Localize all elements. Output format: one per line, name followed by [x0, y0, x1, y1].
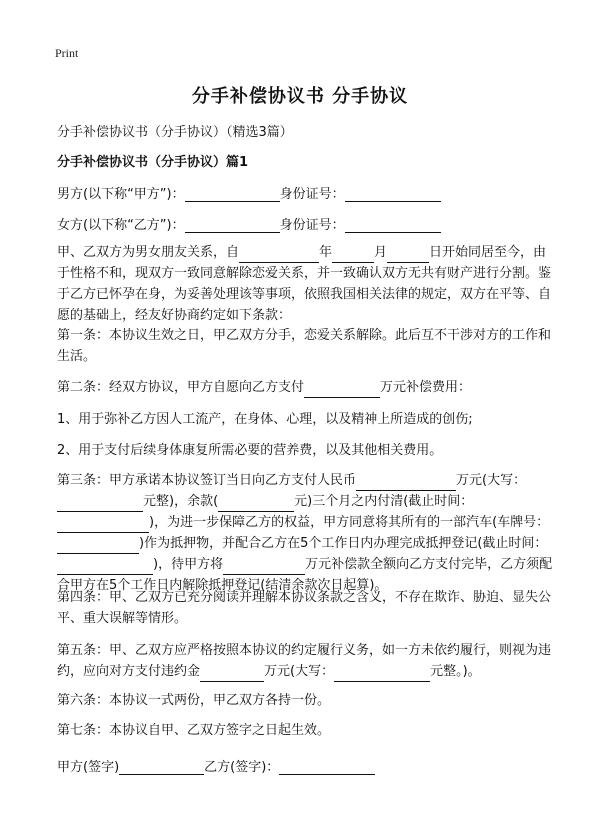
plate-number-blank: [57, 539, 139, 554]
deadline-blank-1: [57, 518, 149, 533]
clause-6: 第六条：本协议一式两份，甲乙双方各持一份。: [57, 693, 331, 708]
clause-2-text-1: 第二条：经双方协议，甲方自愿向乙方支付: [57, 380, 305, 395]
party-b-id-blank: [345, 218, 441, 233]
clause-2-text-2: 万元补偿费用：: [380, 380, 472, 395]
party-b-id-label: 身份证号：: [279, 218, 345, 233]
intro-text-3: 月: [374, 245, 388, 260]
clause-3-text-1: 第三条：甲方承诺本协议签订当日向乙方支付人民币: [57, 473, 357, 488]
signature-line: [57, 756, 375, 775]
party-b-line: [57, 214, 441, 233]
clause-3-text-5: )，为进一步保障乙方的权益，甲方同意将其所有的一部汽车(车牌号：: [149, 515, 550, 530]
party-a-name-blank: [185, 187, 280, 202]
party-a-id-blank: [345, 187, 441, 202]
party-a-label: 男方(以下称“甲方”)：: [57, 187, 185, 202]
clause-5-text-3: 元整。)。: [430, 664, 481, 679]
document-subtitle: 分手补偿协议书（分手协议）（精选3篇）: [57, 125, 293, 140]
start-year-blank: [239, 248, 319, 263]
section-heading: 分手补偿协议书（分手协议）篇1: [57, 155, 249, 170]
party-b-name-blank: [185, 218, 280, 233]
clause-3-text-2: 万元(大写：: [456, 473, 527, 488]
start-month-blank: [332, 248, 374, 263]
balance-amount-blank: [218, 497, 294, 512]
intro-text-1: 甲、乙双方为男女朋友关系，自: [57, 245, 240, 260]
clause-5-text-1: 第五条：甲、乙双方应严格按照本协议的约定履行义务，如一方未依约履行，则视为违约，应向对方支付违约金: [57, 643, 552, 679]
compensation-amount-blank: [304, 383, 380, 398]
clause-3-text-3: 元整)，余款(: [143, 494, 219, 509]
intro-text-2: 年: [319, 245, 333, 260]
clause-3-text-8: 万元补偿款全额向乙方支付完毕，乙方须配合甲方在5个工作日内解除抵押登记(结清余款次日起算)。: [57, 557, 553, 593]
penalty-uppercase-blank: [334, 667, 430, 682]
party-a-line: [57, 183, 441, 202]
clause-2: [57, 377, 553, 398]
clause-5: [57, 640, 553, 682]
clause-4: 第四条：甲、乙双方已充分阅读并理解本协议条款之含义，不存在欺诈、胁迫、显失公平、重大误解等情形。: [57, 590, 552, 626]
party-b-label: 女方(以下称“乙方”)：: [57, 218, 185, 233]
clause-7: 第七条：本协议自甲、乙双方签字之日起生效。: [57, 723, 331, 738]
party-b-signature-label: 乙方(签字)：: [204, 760, 280, 775]
page-title: 分手补偿协议书 分手协议: [191, 86, 409, 107]
party-b-signature-blank: [279, 760, 375, 775]
party-a-signature-blank: [119, 760, 204, 775]
party-a-signature-label: 甲方(签字): [57, 760, 120, 775]
clause-5-text-2: 万元(大写：: [264, 664, 335, 679]
start-day-blank: [387, 248, 429, 263]
rmb-amount-blank: [356, 476, 456, 491]
intro-text-4: 日开始同居至今，由于性格不和，现双方一致同意解除恋爱关系，并一致确认双方无共有财产进行分割。鉴于乙方已怀孕在身，为妥善处理该等事项，依照我国相关法律的规定，双方在平等、自愿的基础上，经友好协商约定如下条款：: [57, 245, 552, 323]
clause-2-item-2: 2、用于支付后续身体康复所需必要的营养费，以及其他相关费用。: [57, 443, 443, 458]
clause-3-text-6: )作为抵押物，并配合乙方在5个工作日内办理完成抵押登记(截止时间：: [139, 536, 548, 551]
clause-3-text-7: )，待甲方将: [153, 557, 224, 572]
settlement-amount-blank: [223, 560, 305, 575]
clause-3-text-4: 元)三个月之内付清(截止时间：: [294, 494, 474, 509]
penalty-amount-blank: [200, 667, 264, 682]
clause-2-item-1: 1、用于弥补乙方因人工流产，在身体、心理，以及精神上所造成的创伤;: [57, 412, 473, 427]
intro-paragraph: [57, 242, 553, 326]
amount-uppercase-blank: [57, 497, 143, 512]
clause-1: 第一条：本协议生效之日，甲乙双方分手，恋爱关系解除。此后互不干涉对方的工作和生活。: [57, 328, 552, 364]
deadline-blank-2: [57, 560, 153, 575]
print-label: Print: [55, 46, 79, 60]
party-a-id-label: 身份证号：: [279, 187, 345, 202]
clause-3: [57, 470, 553, 596]
